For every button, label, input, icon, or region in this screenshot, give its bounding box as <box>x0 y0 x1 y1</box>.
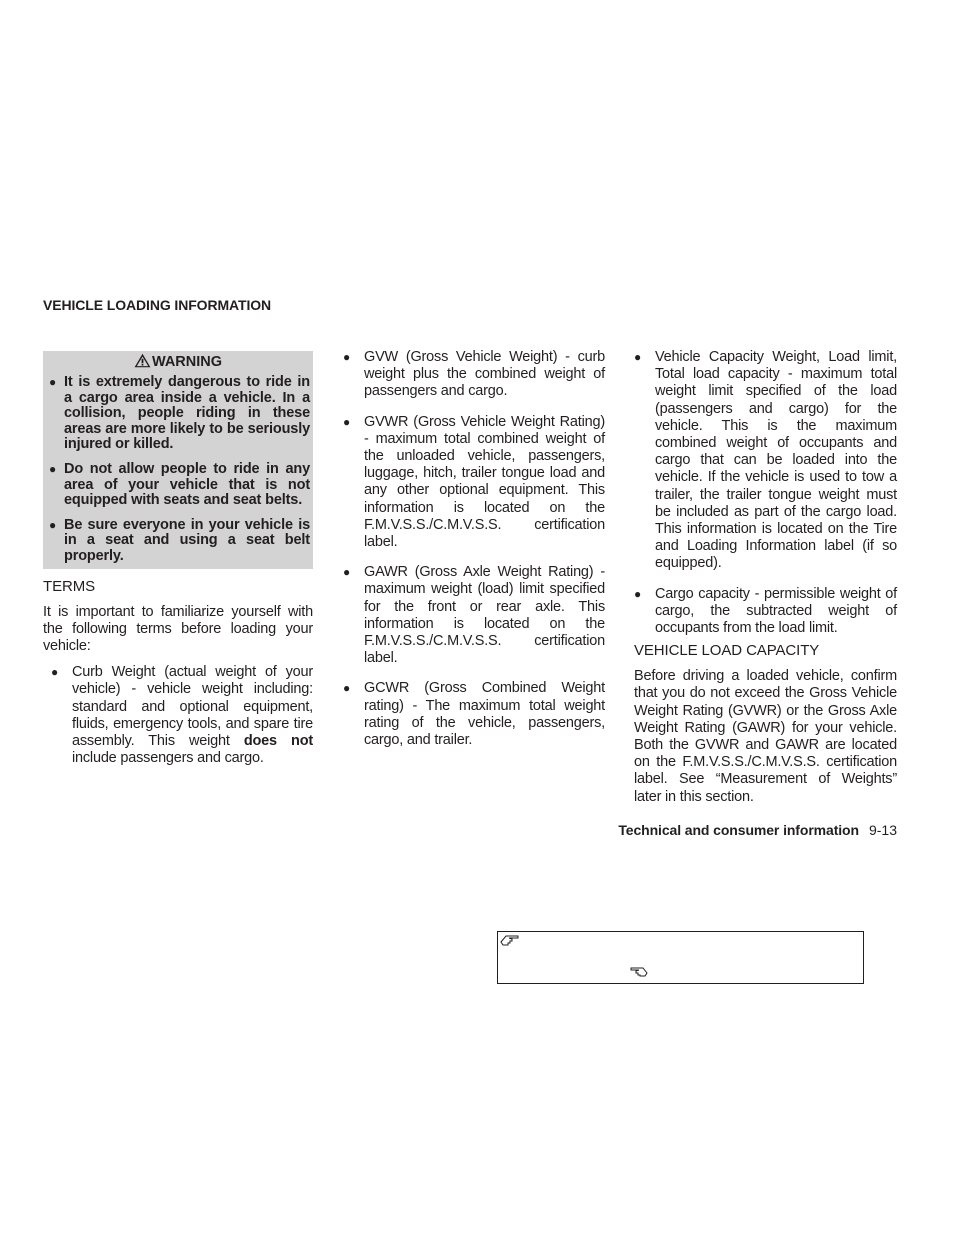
warning-item <box>46 518 310 565</box>
term-item-cargo-capacity <box>634 586 897 638</box>
section-title: VEHICLE LOADING INFORMATION <box>43 297 272 313</box>
warning-item-text: Do not allow people to ride in any area of your vehicle that is not equipped with seats and seat belts. <box>64 460 310 509</box>
bullet-icon: ● <box>49 461 57 476</box>
footer-title: Technical and consumer information <box>618 822 859 838</box>
pointing-hand-icon <box>630 965 648 977</box>
curb-weight-text-after: include passengers and cargo. <box>72 750 264 767</box>
bullet-icon: ● <box>343 565 351 580</box>
warning-item <box>46 462 310 509</box>
term-item-text: GVW (Gross Vehicle Weight) - curb weight plus the combined weight of passengers and cargo. <box>364 349 605 400</box>
warning-item-text: Be sure everyone in your vehicle is in a seat and using a seat belt properly. <box>64 516 310 564</box>
warning-heading-text: WARNING <box>151 354 223 370</box>
warning-triangle-icon <box>134 353 151 368</box>
bullet-icon: ● <box>49 375 57 389</box>
bullet-icon: ● <box>343 681 351 696</box>
warning-heading <box>46 353 310 375</box>
column-2 <box>343 349 605 762</box>
bullet-icon: ● <box>634 350 642 364</box>
terms-list-col1 <box>43 664 313 767</box>
bullet-icon: ● <box>634 586 642 601</box>
column-3 <box>634 349 897 815</box>
bullet-icon: ● <box>51 665 59 680</box>
term-item-text: Vehicle Capacity Weight, Load limit, Total load capacity - maximum total weight limit specified of the load (passengers and cargo) for the vehicle. This is the maximum combined weight of occupants and cargo that can be loaded into the vehicle. If the vehicle is used to tow a trailer, the trailer tongue weight must be included as part of the cargo load. This information is located on the Tire and Loading Information label (if so equipped). <box>655 349 897 572</box>
term-item-curb-weight <box>43 664 313 767</box>
term-item-gvw <box>343 349 605 401</box>
term-item-text: GCWR (Gross Combined Weight rating) - The maximum total weight rating of the vehicle, passengers, cargo, and trailer. <box>364 680 605 749</box>
pointing-hand-icon <box>500 933 520 946</box>
bullet-icon: ● <box>343 414 351 429</box>
term-item-text: Cargo capacity - permissible weight of cargo, the subtracted weight of occupants from the load limit. <box>655 585 897 637</box>
term-item-text: GVWR (Gross Vehicle Weight Rating) - maximum total combined weight of the unloaded vehicle, passengers, luggage, hitch, trailer tongue load and any other optional equipment. This information is located on the F.M.V.S.S./C.M.V.S.S. certification label. <box>364 413 605 551</box>
terms-list-col2 <box>343 349 605 749</box>
page-footer <box>618 822 897 838</box>
warning-box <box>43 351 313 569</box>
curb-weight-text-before: Curb Weight (actual weight of your vehicle) - vehicle weight including: standard and optional equipment, fluids, emergency tools, and spare tire assembly. This weight <box>72 664 313 749</box>
terms-intro: It is important to familiarize yourself with the following terms before loading your vehicle: <box>43 603 313 654</box>
term-item-vehicle-capacity-weight <box>634 349 897 573</box>
term-item-text: GAWR (Gross Axle Weight Rating) - maximum weight (load) limit specified for the front or rear axle. This information is located on the F.M.V.S.S./C.M.V.S.S. certification label. <box>364 564 605 667</box>
column-1 <box>43 349 313 780</box>
note-box <box>497 931 864 984</box>
term-item-gvwr <box>343 414 605 552</box>
terms-list-col3 <box>634 349 897 637</box>
page-number: 9-13 <box>868 822 897 838</box>
load-capacity-text: Before driving a loaded vehicle, confirm that you do not exceed the Gross Vehicle Weight Rating (GVWR) or the Gross Axle Weight Rating (GAWR) for your vehicle. Both the GVWR and GAWR are located on the F.M.V.S.S./C.M.V.S.S. certification label. See “Measurement of Weights” later in this section. <box>634 668 897 805</box>
warning-item-text: It is extremely dangerous to ride in a cargo area inside a vehicle. In a collision, people riding in these areas are more likely to be seriously injured or killed. <box>64 374 310 453</box>
term-item-gcwr <box>343 680 605 749</box>
term-item-gawr <box>343 564 605 667</box>
warning-item <box>46 375 310 453</box>
terms-heading: TERMS <box>43 577 96 595</box>
curb-weight-bold: does not <box>243 732 313 749</box>
bullet-icon: ● <box>49 517 57 532</box>
bullet-icon: ● <box>343 350 351 364</box>
load-capacity-heading: VEHICLE LOAD CAPACITY <box>634 642 820 660</box>
warning-list <box>46 375 310 565</box>
